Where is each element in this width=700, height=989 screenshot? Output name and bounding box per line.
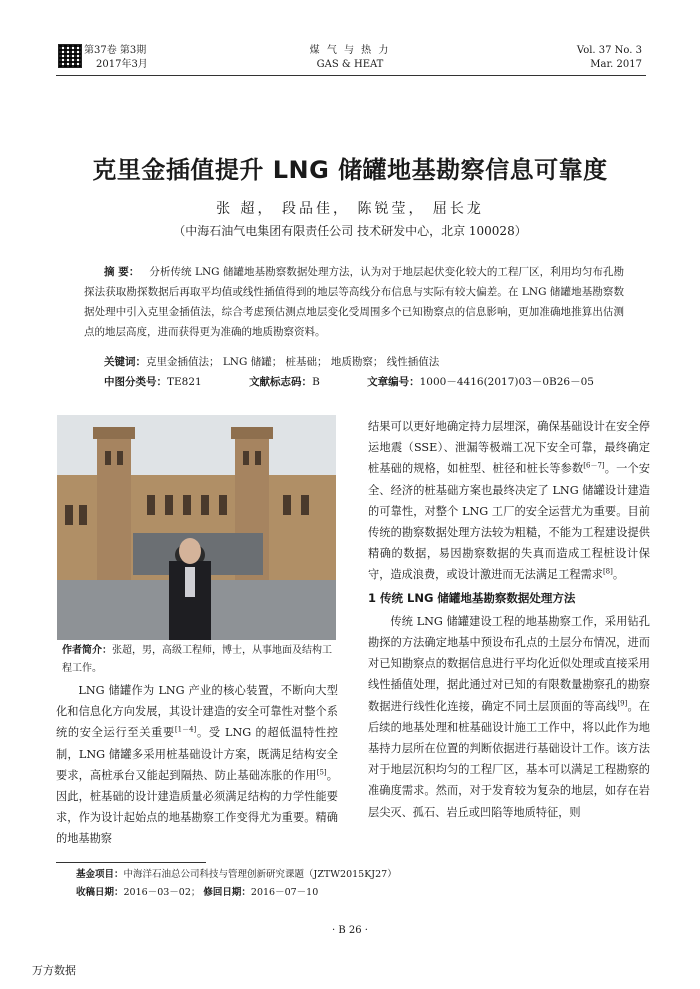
left-column <box>56 680 338 850</box>
journal-name: 煤 气 与 热 力 GAS & HEAT <box>309 45 391 70</box>
section-heading: 1 传统 LNG 储罐地基勘察数据处理方法 <box>368 590 576 605</box>
paragraph-continued: 结果可以更好地确定持力层埋深，确保基础设计在安全停运地震（SSE）、泄漏等极端工况下安全可靠，最终确定桩基础的规格，如桩型、桩径和桩长等参数[6－7]。一个安全、经济的桩基础方案也最终决定了 LNG 储罐设计建造的可靠性，对整个 LNG 工厂的安全运营尤为重要。目前传统的勘察数据处理方法较为粗糙，不能为工程建设提供精确的数据，易因勘察数据的失真而造成工程桩设计保守，造成浪费，或设计激进而无法满足工程需求[8]。 <box>368 420 650 582</box>
authors: 张 超， 段品佳， 陈锐莹， 屈长龙 <box>216 201 484 217</box>
abstract <box>84 262 624 342</box>
paragraph-intro: LNG 储罐作为 LNG 产业的核心装置，不断向大型化和信息化方向发展，其设计建造的安全可靠性对整个系统的安全运行至关重要[1－4]。受 LNG 的超低温特性控制，LNG 储罐多采用桩基础设计方案，既满足结构安全要求，高桩承台又能起到隔热、防止基础冻胀的作用[5]。因此，桩基础的设计建造质量必须满足结构的力学性能要求，作为设计起始点的地基勘察工作变得尤为重要。精确的地基勘察 <box>56 684 338 846</box>
abstract-text: 分析传统 LNG 储罐地基勘察数据处理方法，认为对于地层起伏变化较大的工程厂区，利用均匀布孔勘探法获取勘探数据后再取平均值或线性插值得到的地层等高线分布信息与实际有较大偏差。在 LNG 储罐地基勘察数据处理中引入克里金插值法，综合考虑预估测点地层变化受周围多个已知勘察点的信息影响，更加准确地推算出估测点的地层高度，进而获得更为准确的地质勘察资料。 <box>84 266 624 338</box>
page-title: 克里金插值提升 LNG 储罐地基勘察信息可靠度 <box>92 156 608 184</box>
paragraph-section-1: 传统 LNG 储罐建设工程的地基勘察工作，采用钻孔勘探的方法确定地基中预设布孔点的土层分布情况，进而对已知勘察点的数据信息进行平均化近似处理或直接采用线性插值处理，据此通过对已知的有限数量勘察孔的勘察数据进行线性化连接，确定不同土层顶面的等高线[9]。在后续的地基处理和桩基础设计施工工作中，将以此作为地基持力层所在位置的判断依据进行基础设计工作。该方法对于地层沉积均匀的工程厂区，基本可以满足工程勘察的准确度需求。然而，对于发育较为复杂的地层，如存在岩层尖灭、孤石、岩丘或凹陷等地质特征，则 <box>368 614 650 819</box>
journal-volume-english: Vol. 37 No. 3 Mar. 2017 <box>576 45 642 70</box>
watermark: 万方数据 <box>32 964 76 977</box>
right-column <box>368 416 650 823</box>
affiliation: （中海石油气电集团有限责任公司 技术研发中心，北京 100028） <box>173 224 527 238</box>
abstract-label: 摘 要： <box>104 266 140 278</box>
classification-line: 中图分类号：TE821 文献标志码：B 文章编号：1000－4416(2017)03－0B26－05 <box>104 376 594 388</box>
header-rule <box>56 75 646 76</box>
page-number: · B 26 · <box>332 925 368 936</box>
journal-volume-issue: 第37卷 第3期 2017年3月 <box>84 45 148 70</box>
author-photo <box>57 415 336 640</box>
keywords: 关键词：克里金插值法； LNG 储罐； 桩基础； 地质勘察； 线性插值法 <box>104 356 440 368</box>
footnote: 基金项目：中海洋石油总公司科技与管理创新研究课题（JZTW2015KJ27） 收稿日期：2016－03－02； 修回日期：2016－07－10 <box>76 869 397 898</box>
footnote-rule <box>56 862 206 863</box>
author-bio: 作者简介：张超，男，高级工程师，博士，从事地面及结构工程工作。 <box>62 645 332 674</box>
